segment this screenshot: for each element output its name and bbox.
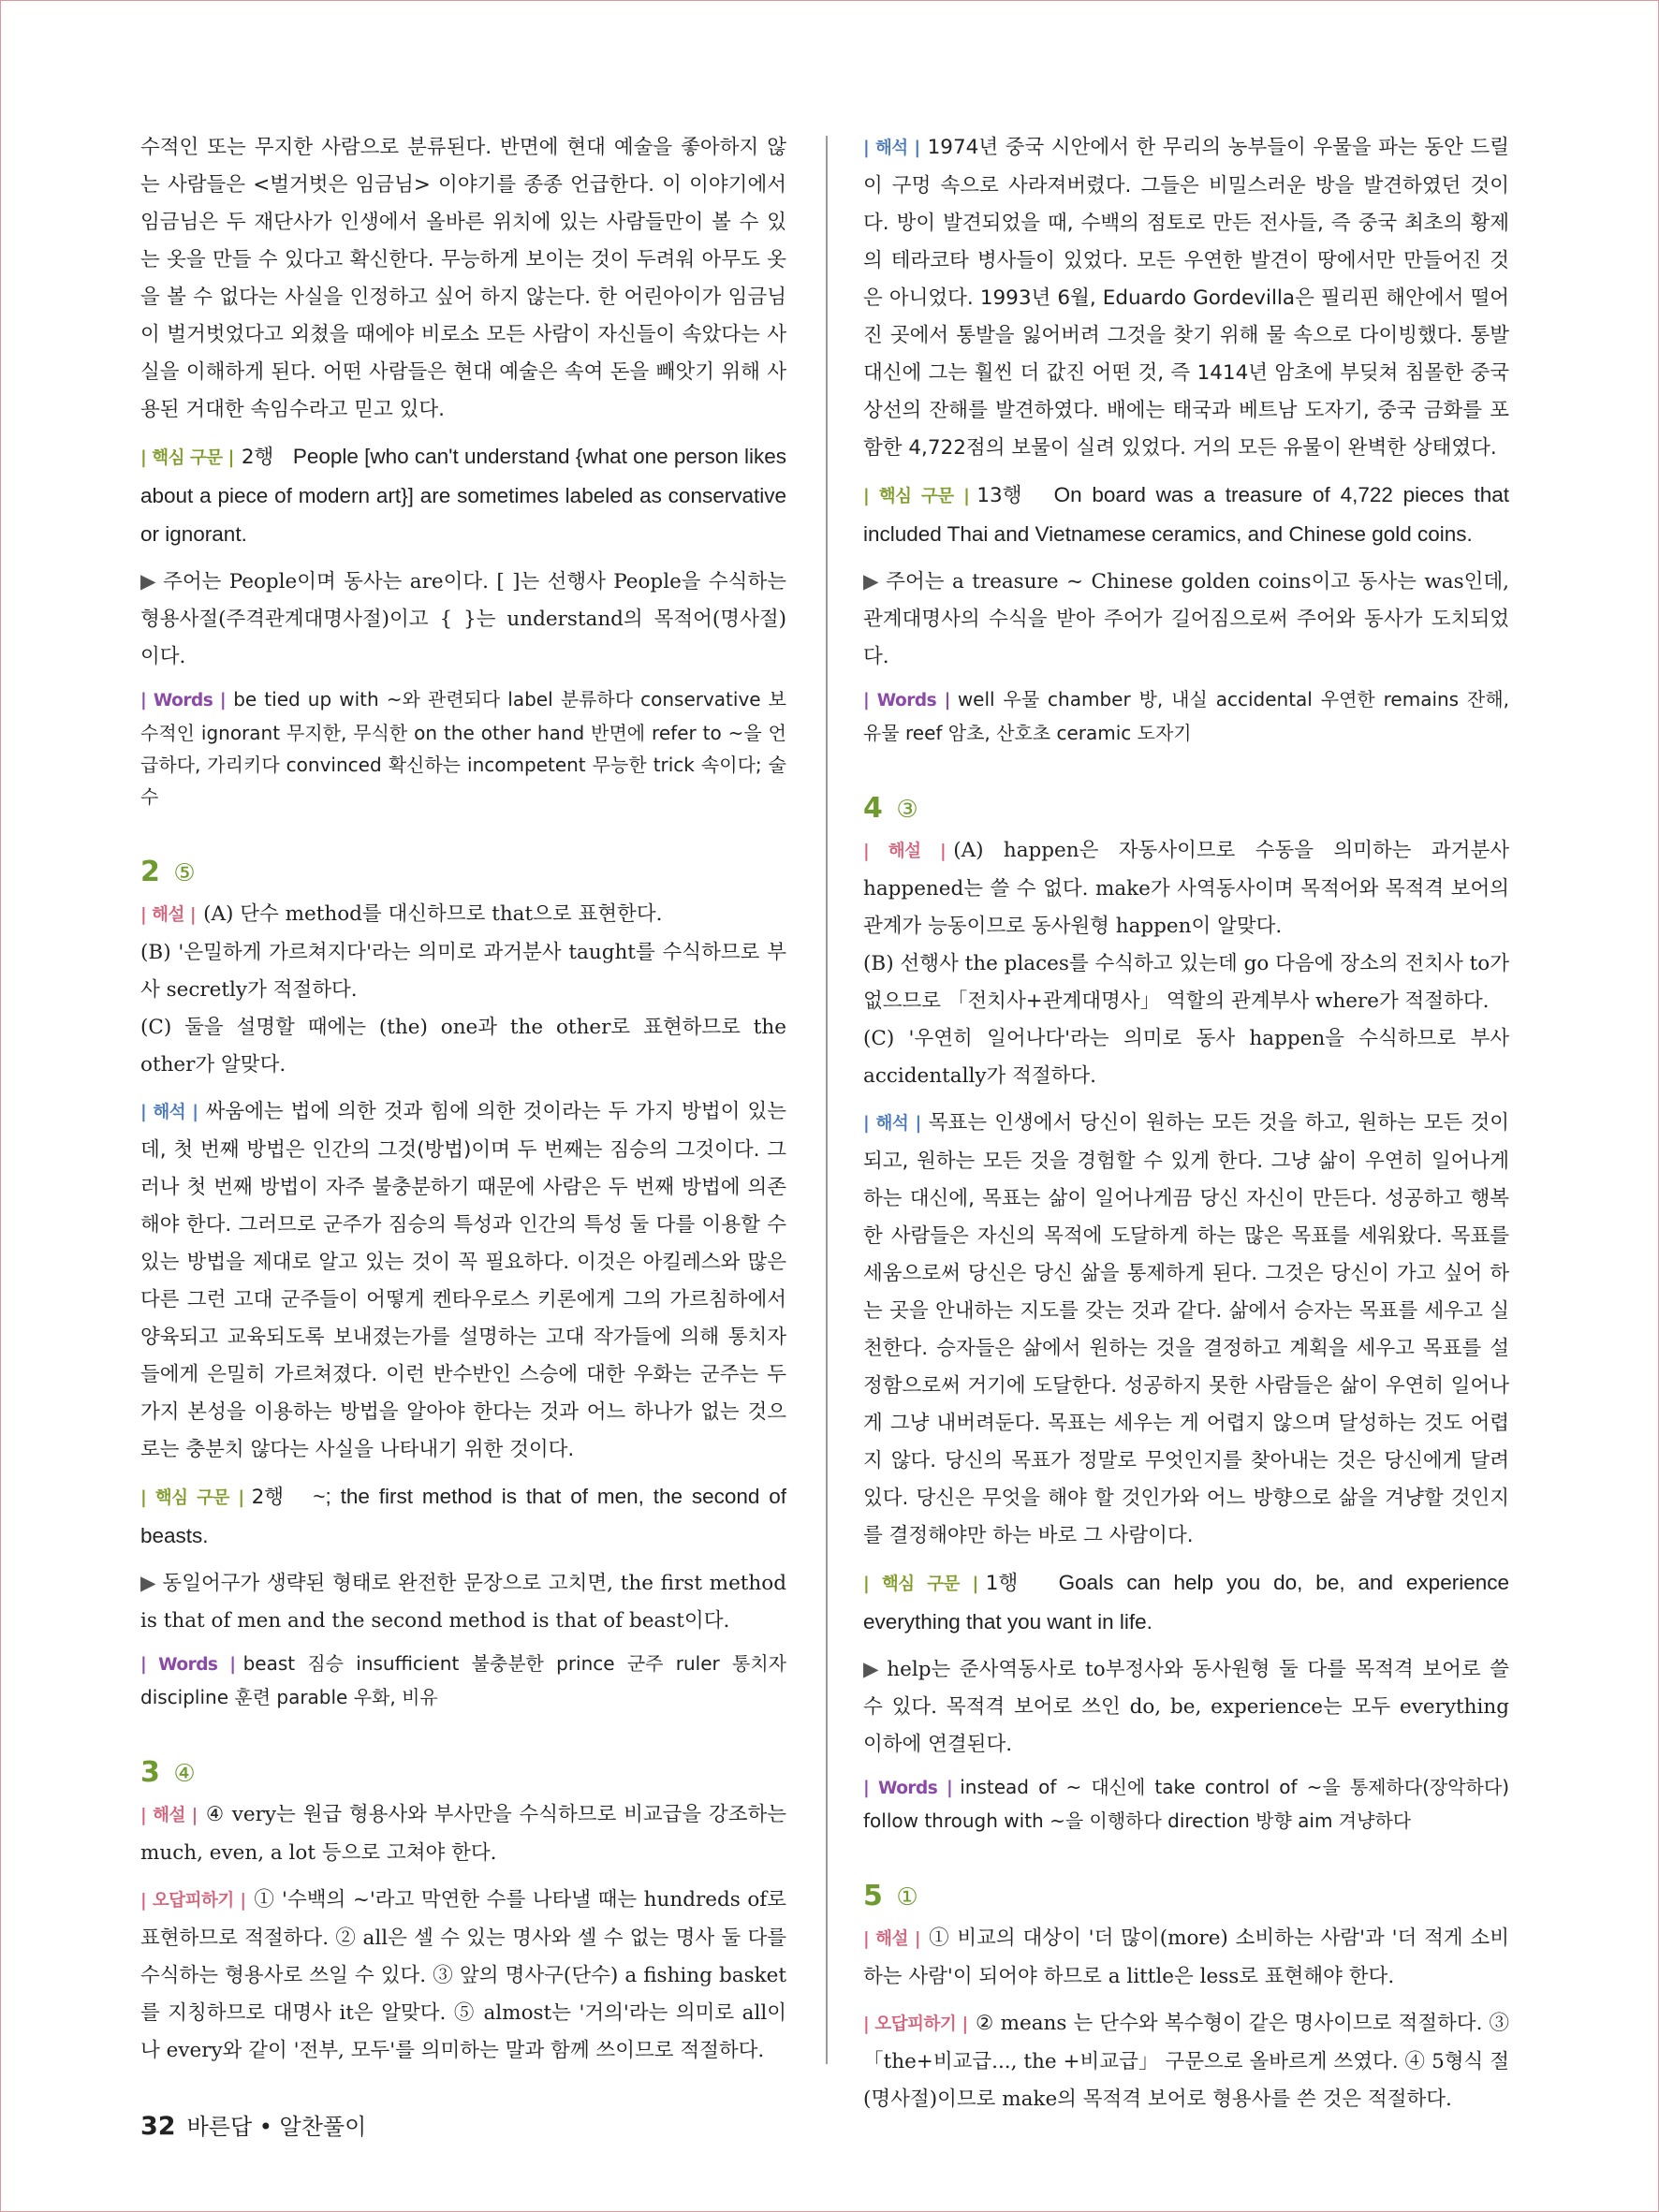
- triangle-bullet-icon: ▶: [863, 1658, 882, 1681]
- q3-core-syntax: | 핵심 구문 | 13행 On board was a treasure of 4,722 pieces that included Thai and Vietnamese ceramics, and Chinese gold coins.: [863, 483, 1509, 546]
- haeseol-tag: | 해설 |: [140, 905, 197, 925]
- intro-translation: 수적인 또는 무지한 사람으로 분류된다. 반면에 현대 예술을 좋아하지 않는 사람들은 <벌거벗은 임금님> 이야기를 종종 언급한다. 이 이야기에서 임금님은 두 재단사가 인생에서 올바른 위치에 있는 사람들만이 볼 수 있는 옷을 만들 수 있다고 확신한다. 무능하게 보이는 것이 두려워 아무도 옷을 볼 수 없다는 사실을 인정하고 싶어 하지 않는다. 한 어린아이가 임금님이 벌거벗었다고 외쳤을 때에야 비로소 모든 사람이 자신들이 속았다는 사실을 이해하게 된다. 어떤 사람들은 현대 예술은 속여 돈을 빼앗기 위해 사용된 거대한 속임수라고 믿고 있다.: [140, 136, 786, 421]
- q2-translation: | 해석 | 싸움에는 법에 의한 것과 힘에 의한 것이라는 두 가지 방법이 있는데, 첫 번째 방법은 인간의 그것(방법)이며 두 번째는 짐승의 그것이다. 그러나 첫 번째 방법이 자주 불충분하기 때문에 사람은 두 번째 방법에 의존해야 한다. 그러므로 군주가 짐승의 특성과 인간의 특성 둘 다를 이용할 수 있는 방법을 제대로 알고 있는 것이 꼭 필요하다. 이것은 아킬레스와 많은 다른 그런 고대 군주들이 어떻게 켄타우로스 키론에게 그의 가르침하에서 양육되고 교육되도록 보내졌는가를 설명하는 고대 작가들에 의해 통치자들에게 은밀히 가르쳐졌다. 이런 반수반인 스승에 대한 우화는 군주는 두 가지 본성을 이용하는 방법을 알아야 한다는 것과 어느 하나가 없는 것으로는 충분치 않다는 사실을 나타내기 위한 것이다.: [140, 1100, 786, 1461]
- q4-core-note: ▶ help는 준사역동사로 to부정사와 동사원형 둘 다를 목적격 보어로 쓸 수 있다. 목적격 보어로 쓰인 do, be, experience는 모두 everything 이하에 연결된다.: [863, 1658, 1509, 1756]
- page-number: 32: [140, 2112, 176, 2141]
- question-2-answer: ⑤: [173, 859, 196, 887]
- core-line-ref: 2행: [241, 446, 274, 469]
- question-4-answer: ③: [896, 796, 918, 824]
- words-tag: | Words |: [140, 691, 227, 710]
- q4-core-syntax: | 핵심 구문 | 1행 Goals can help you do, be, and experience everything that you want in life.: [863, 1571, 1509, 1633]
- words-1: | Words | be tied up with ~와 관련되다 label 분류하다 conservative 보수적인 ignorant 무지한, 무식한 on the other hand 반면에 refer to ~을 언급하다, 가리키다 convinced 확신하는 incompetent 무능한 trick 속이다; 술수: [140, 688, 787, 808]
- q4-explanation: | 해설 | (A) happen은 자동사이므로 수동을 의미하는 과거분사 happened는 쓸 수 없다. make가 사역동사이며 목적어와 목적격 보어의 관계가 능동이므로 동사원형 happen이 알맞다. (B) 선행사 the places를 수식하고 있는데 go 다음에 장소의 전치사 to가 없으므로 「전치사+관계대명사」 역할의 관계부사 where가 적절하다. (C) '우연히 일어나다'라는 의미로 동사 happen을 수식하므로 부사 accidentally가 적절하다.: [863, 839, 1509, 1088]
- q3-wrong-answers: | 오답피하기 | ① '수백의 ~'라고 막연한 수를 나타낼 때는 hundreds of로 표현하므로 적절하다. ② all은 셀 수 있는 명사와 셀 수 없는 명사 둘 다를 수식하는 형용사로 쓰일 수 있다. ③ 앞의 명사구(단수) a fishing basket를 지칭하므로 대명사 it은 알맞다. ⑤ almost는 '거의'라는 의미로 all이나 every와 같이 '전부, 모두'를 의미하는 말과 함께 쓰이므로 적절하다.: [140, 1888, 786, 2062]
- q5-wrong-answers: | 오답피하기 | ② means 는 단수와 복수형이 같은 명사이므로 적절하다. ③「the+비교급..., the +비교급」 구문으로 올바르게 쓰였다. ④ 5형식 절(명사절)이므로 make의 목적격 보어로 형용사를 쓴 것은 적절하다.: [863, 2012, 1509, 2111]
- right-column: [863, 129, 1509, 2128]
- q3-translation: | 해석 | 1974년 중국 시안에서 한 무리의 농부들이 우물을 파는 동안 드릴이 구멍 속으로 사라져버렸다. 그들은 비밀스러운 방을 발견하였던 것이다. 방이 발견되었을 때, 수백의 점토로 만든 전사들, 즉 중국 최초의 황제의 테라코타 병사들이 있었다. 모든 우연한 발견이 땅에서만 만들어진 것은 아니었다. 1993년 6월, Eduardo Gordevilla은 필리핀 해안에서 떨어진 곳에서 통발을 잃어버려 그것을 찾기 위해 물 속으로 다이빙했다. 통발 대신에 그는 훨씬 더 값진 어떤 것, 즉 1414년 암초에 부딪쳐 침몰한 중국 상선의 잔해를 발견하였다. 배에는 태국과 베트남 도자기, 중국 금화를 포함한 4,722점의 보물이 실려 있었다. 거의 모든 유물이 완벽한 상태였다.: [863, 136, 1509, 460]
- q2-words: | Words | beast 짐승 insufficient 불충분한 prince 군주 ruler 통치자 discipline 훈련 parable 우화, 비유: [140, 1652, 786, 1708]
- core-syntax-tag: | 핵심 구문 |: [140, 448, 234, 468]
- haeseok-tag: | 해석 |: [140, 1103, 198, 1122]
- q2-core-note: ▶ 동일어구가 생략된 형태로 완전한 문장으로 고치면, the first method is that of men and the second method is that of beast이다.: [140, 1572, 786, 1633]
- core-sentence: People [who can't understand {what one person likes about a piece of modern art}] are sometimes labeled as conservative or ignorant.: [140, 445, 786, 546]
- q4-translation: | 해석 | 목표는 인생에서 당신이 원하는 모든 것을 하고, 원하는 모든 것이 되고, 원하는 모든 것을 경험할 수 있게 한다. 그냥 삶이 우연히 일어나게 하는 대신에, 목표는 삶이 일어나게끔 당신 자신이 만든다. 성공하고 행복한 사람들은 자신의 목적에 도달하게 하는 많은 목표를 세워왔다. 목표를 세움으로써 당신은 당신 삶을 통제하게 된다. 그것은 당신이 가고 싶어 하는 곳을 안내하는 지도를 갖는 것과 같다. 삶에서 승자는 목표를 세우고 실천한다. 승자들은 삶에서 원하는 것을 결정하고 계획을 세우고 목표를 설정함으로써 거기에 도달한다. 성공하지 못한 사람들은 삶이 우연히 일어나게 그냥 내버려둔다. 목표는 세우는 게 어렵지 않으며 달성하는 것도 어렵지 않다. 당신의 목표가 정말로 무엇인지를 찾아내는 것은 당신에게 달려있다. 당신은 무엇을 해야 할 것인가와 어느 방향으로 삶을 겨냥할 것인지를 결정해야만 하는 바로 그 사람이다.: [863, 1111, 1509, 1547]
- core-note-1: ▶ 주어는 People이며 동사는 are이다. [ ]는 선행사 People을 수식하는 형용사절(주격관계대명사절)이고 { }는 understand의 목적어(명사절)이다.: [140, 570, 786, 668]
- question-2-header: 2 ⑤: [140, 856, 196, 888]
- triangle-bullet-icon: ▶: [140, 570, 158, 593]
- q3-core-note: ▶ 주어는 a treasure ~ Chinese golden coins이고 동사는 was인데, 관계대명사의 수식을 받아 주어가 길어짐으로써 주어와 동사가 도치되었다.: [863, 570, 1509, 668]
- q2-core-syntax: | 핵심 구문 | 2행 ~; the first method is that of men, the second of beasts.: [140, 1485, 786, 1547]
- question-5-header: 5 ①: [863, 1880, 918, 1912]
- triangle-bullet-icon: ▶: [863, 570, 881, 593]
- question-3-header: 3 ④: [140, 1756, 196, 1789]
- q3-words: | Words | well 우물 chamber 방, 내실 accidental 우연한 remains 잔해, 유물 reef 암초, 산호초 ceramic 도자기: [863, 688, 1509, 744]
- odap-tag: | 오답피하기 |: [140, 1891, 246, 1911]
- left-column: [140, 129, 786, 2079]
- q5-explanation: | 해설 | ① 비교의 대상이 '더 많이(more) 소비하는 사람'과 '더 적게 소비하는 사람'이 되어야 하므로 a little은 less로 표현해야 한다.: [863, 1926, 1509, 1988]
- q2-explanation: | 해설 | (A) 단수 method를 대신하므로 that으로 표현한다. (B) '은밀하게 가르쳐지다'라는 의미로 과거분사 taught를 수식하므로 부사 secretly가 적절하다. (C) 둘을 설명할 때에는 (the) one과 the other로 표현하므로 the other가 알맞다.: [140, 902, 786, 1077]
- core-syntax-1: [140, 438, 786, 554]
- q3-explanation: | 해설 | ④ very는 원급 형용사와 부사만을 수식하므로 비교급을 강조하는 much, even, a lot 등으로 고쳐야 한다.: [140, 1803, 786, 1865]
- column-divider: [826, 136, 828, 2064]
- q4-words: | Words | instead of ~ 대신에 take control of ~을 통제하다(장악하다) follow through with ~을 이행하다 direction 방향 aim 겨냥하다: [863, 1776, 1509, 1832]
- book-title: 바른답 • 알찬풀이: [186, 2114, 367, 2140]
- question-3-answer: ④: [173, 1760, 196, 1788]
- question-5-answer: ①: [896, 1883, 918, 1912]
- question-4-header: 4 ③: [863, 792, 918, 825]
- page-footer: [140, 2108, 366, 2141]
- triangle-bullet-icon: ▶: [140, 1572, 157, 1595]
